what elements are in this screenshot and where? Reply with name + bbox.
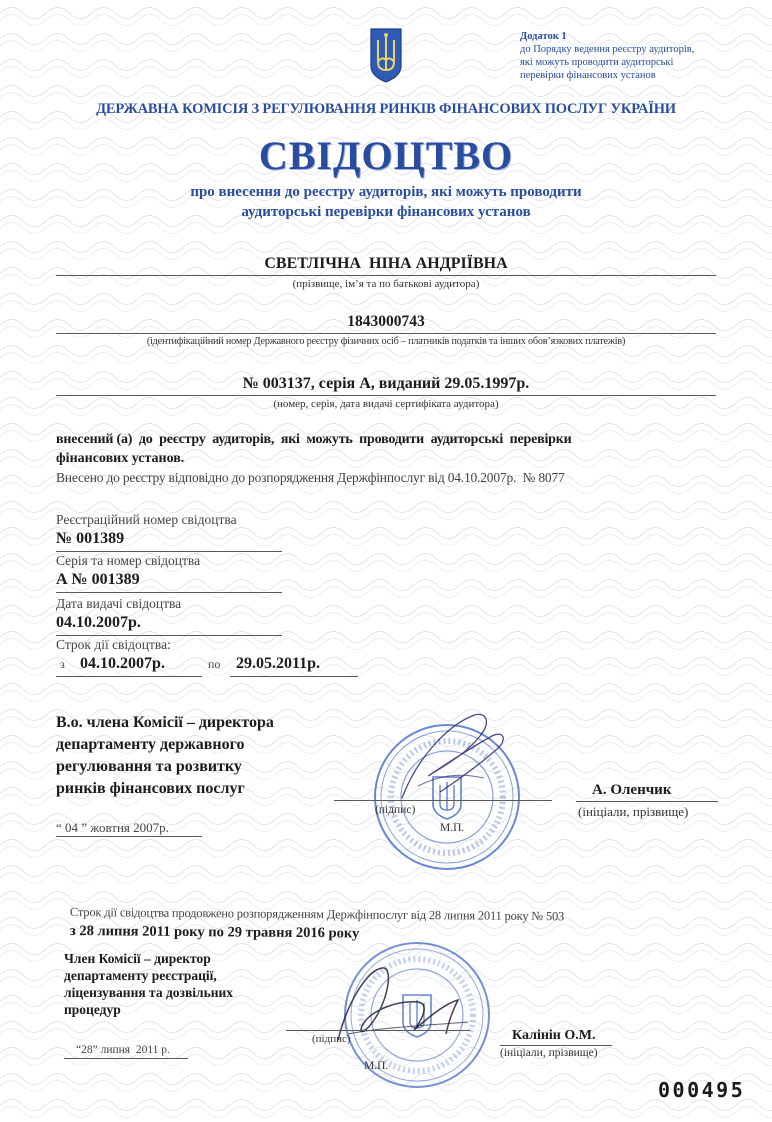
extension-period: з 28 липня 2011 року по 29 травня 2016 року: [69, 923, 360, 942]
appendix-line: перевірки фінансових установ: [520, 70, 656, 81]
signature2-hint: (підпис): [312, 1033, 351, 1045]
signatory2-position: [64, 950, 233, 1018]
reg-number-value: № 001389: [56, 530, 125, 547]
signature1-line: [334, 800, 552, 801]
auditor-certificate: № 003137, серія А, виданий 29.05.1997р.: [242, 375, 530, 392]
signature1-hint: (підпис): [375, 804, 416, 816]
position-line: Член Комісії – директор: [64, 951, 211, 966]
position-line: департаменту реєстрації,: [64, 968, 217, 983]
statement-line: внесений (а) до реєстру аудиторів, які можуть проводити аудиторські перевірки: [56, 432, 572, 447]
series-label: Серія та номер свідоцтва: [56, 553, 201, 568]
signatory2-date-underline: [64, 1058, 188, 1059]
appendix-title: Додаток 1: [520, 31, 567, 42]
commission-heading: ДЕРЖАВНА КОМІСІЯ З РЕГУЛЮВАННЯ РИНКІВ ФІНАНСОВИХ ПОСЛУГ УКРАЇНИ: [96, 101, 676, 117]
position-line: В.о. члена Комісії – директора: [56, 714, 274, 731]
term-from-prefix: з: [60, 657, 65, 671]
position-line: ринків фінансових послуг: [56, 780, 245, 797]
signatory1-name-underline: [576, 801, 718, 802]
auditor-name-hint: (прізвище, ім’я та по батькові аудитора): [292, 278, 480, 290]
position-line: регулювання та розвитку: [56, 758, 242, 775]
appendix-line: які можуть проводити аудиторські: [520, 57, 674, 68]
signature2-line: [286, 1030, 470, 1031]
extension-note: Строк дії свідоцтва продовжено розпорядженням Держфінпослуг від 28 липня 2011 року № 503: [69, 905, 565, 924]
handwritten-signature-2: [318, 960, 478, 1060]
term-to-prefix: по: [208, 657, 221, 671]
serial-number: 000495: [658, 1078, 746, 1102]
term-from-date: 04.10.2007р.: [80, 655, 165, 672]
term-to-date: 29.05.2011р.: [236, 655, 321, 672]
position-line: ліцензування та дозвільних: [64, 985, 234, 1000]
certificate-underline: [56, 395, 716, 396]
signatory2-date: “28” липня 2011 р.: [76, 1044, 170, 1056]
signatory2-name-hint: (ініціали, прізвище): [500, 1047, 598, 1059]
series-value: А № 001389: [56, 571, 140, 588]
term-label: Строк дії свідоцтва:: [56, 637, 171, 652]
signatory1-position: [56, 712, 274, 800]
issue-date-underline: [56, 635, 282, 636]
seal2-hint: М.П.: [364, 1060, 389, 1072]
position-line: процедур: [64, 1002, 121, 1017]
position-line: департаменту державного: [56, 736, 245, 753]
reg-number-underline: [56, 551, 282, 552]
signatory2-name: Калінін О.М.: [512, 1028, 596, 1043]
statement-line: фінансових установ.: [56, 451, 185, 466]
signatory1-date-underline: [56, 836, 202, 837]
trident-emblem-icon: [368, 26, 404, 84]
term-to-underline: [230, 676, 358, 677]
name-underline: [56, 275, 716, 276]
subtitle-line: аудиторські перевірки фінансових установ: [241, 204, 531, 220]
subtitle-line: про внесення до реєстру аудиторів, які можуть проводити: [190, 184, 582, 200]
id-underline: [56, 333, 716, 334]
signatory1-date: “ 04 ” жовтня 2007р.: [56, 820, 169, 835]
reg-number-label: Реєстраційний номер свідоцтва: [56, 512, 237, 527]
auditor-id-number: 1843000743: [347, 313, 425, 330]
term-from-underline: [56, 676, 202, 677]
signatory2-name-underline: [500, 1045, 612, 1046]
issue-date-label: Дата видачі свідоцтва: [56, 596, 182, 611]
signatory1-name: А. Оленчик: [592, 782, 672, 798]
document-subtitle: [0, 182, 772, 222]
appendix-line: до Порядку ведення реєстру аудиторів,: [520, 44, 695, 55]
issue-date-value: 04.10.2007р.: [56, 614, 141, 631]
seal1-hint: М.П.: [440, 822, 465, 834]
document-title: СВІДОЦТВО: [258, 133, 514, 178]
auditor-id-hint: (ідентифікаційний номер Державного реєстру фізичних осіб – платників податків та інших обов’язкових платежів): [146, 336, 626, 347]
appendix-note: [520, 30, 694, 82]
order-reference: Внесено до реєстру відповідно до розпорядження Держфінпослуг від 04.10.2007р. № 8077: [56, 470, 565, 485]
series-underline: [56, 592, 282, 593]
auditor-name: СВЕТЛІЧНА НІНА АНДРІЇВНА: [264, 255, 508, 272]
auditor-certificate-hint: (номер, серія, дата видачі сертифіката аудитора): [273, 398, 499, 410]
signatory1-name-hint: (ініціали, прізвище): [578, 804, 689, 819]
